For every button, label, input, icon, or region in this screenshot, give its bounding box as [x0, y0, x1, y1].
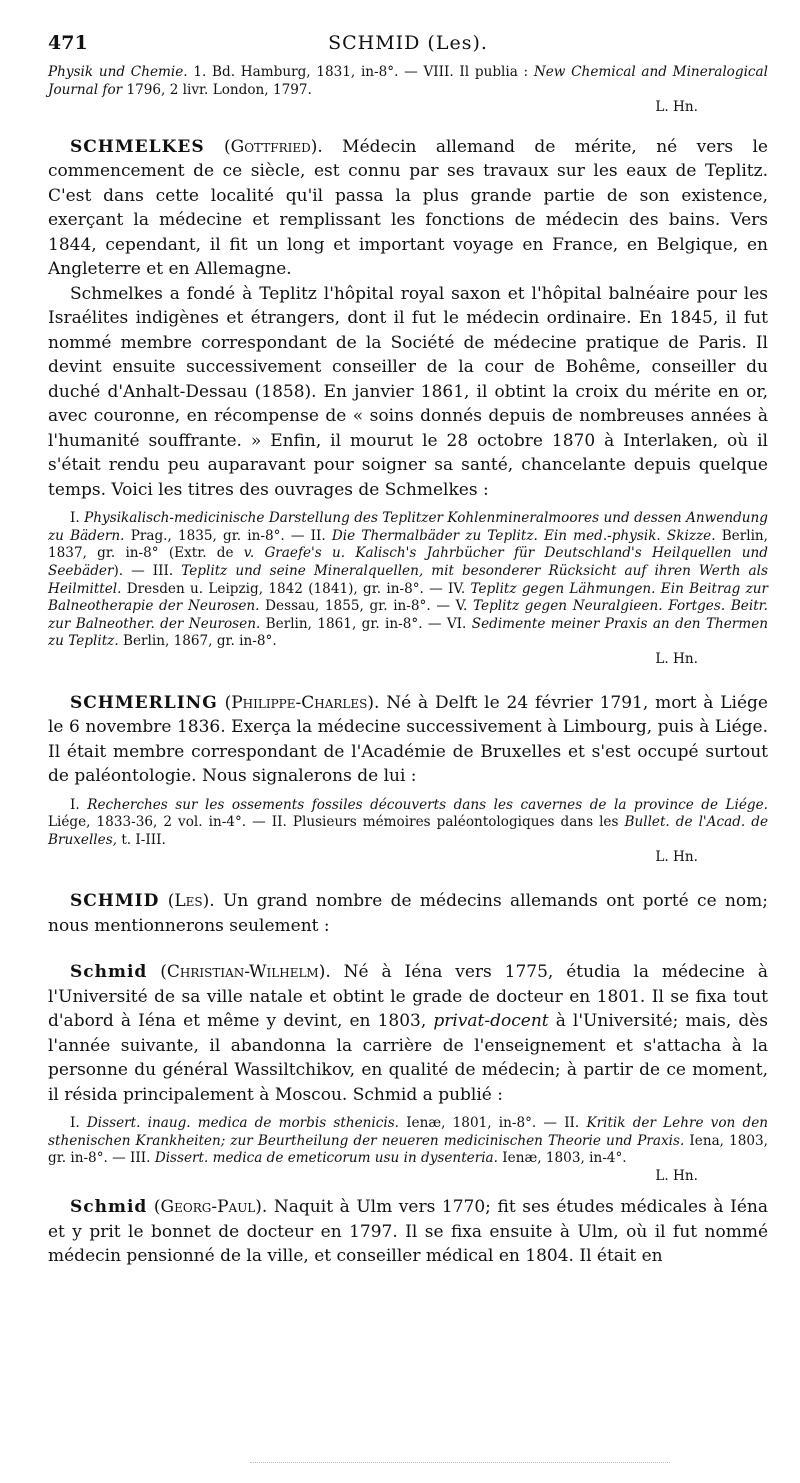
entry-text: Naquit à Ulm vers 1770; fit ses études médicales à Iéna et y prit le bonnet de docteur en 1797. Il se fixa ensuite à Ulm, où il fut nommé médecin pensionné de la ville, et conseiller médical en 1804. Il était en — [48, 1197, 768, 1267]
work-title: Bullet. de l'Acad. de Bruxelles, — [48, 814, 768, 848]
entry-given-name: (Les). — [159, 891, 215, 911]
entry-headword: SCHMID — [70, 891, 160, 911]
work-title: New Chemical and Mineralogical Journal for — [48, 64, 768, 98]
text-run: Berlin, 1867, gr. in-8°. — [118, 633, 277, 650]
text-run: Dessau, 1855, gr. in-8°. — V. — [259, 598, 474, 615]
entry-text: Né à Iéna vers 1775, étudia la médecine à l'Université de sa ville natale et obtint le grade de docteur en 1801. Il se fixa tout d'abord à Iéna et même y devint, en 1803, — [48, 962, 768, 1031]
document-page — [48, 28, 768, 1269]
author-signature: L. Hn. — [655, 99, 698, 116]
work-title: Die Thermalbäder zu Teplitz. Ein med.-physik. Skizze. — [331, 527, 716, 544]
text-run: Berlin, 1861, gr. in-8°. — VI. — [260, 615, 472, 632]
entry-text: Né à Delft le 24 février 1791, mort à Liége le 6 novembre 1836. Exerça la médecine successivement à Limbourg, puis à Liége. Il était membre correspondant de l'Académie de Bruxelles et s'est occupé surtout de paléontologie. Nous signalerons de lui : — [48, 692, 768, 787]
work-title: Physikalisch-medicinische Darstellung des Teplitzer Kohlenmineralmoores und dessen Anwendung zu Bädern. — [48, 510, 769, 544]
author-signature: L. Hn. — [655, 849, 698, 866]
text-run: Berlin, 1837, gr. in-8° (Extr. de — [48, 527, 768, 562]
text-run: Liége, 1833-36, 2 vol. in-4°. — II. Plusieurs mémoires paléontologiques dans les — [48, 814, 625, 831]
entry-paragraph: Schmelkes a fondé à Teplitz l'hôpital royal saxon et l'hôpital balnéaire pour les Israélites indigènes et étrangers, dont il fut le médecin ordinaire. En 1845, il fut nommé membre correspondant de la Société de médecine pratique de Paris. Il devint ensuite successivement conseiller de la cour de Bohême, conseiller du duché d'Anhalt-Dessau (1858). En janvier 1861, il obtint la croix du mérite en or, avec couronne, en récompense de « soins donnés depuis de nombreuses années à l'humanité souffrante. » Enfin, il mourut le 28 octobre 1870 à Interlaken, où il s'était rendu peu auparavant pour soigner sa santé, chancelante depuis quelque temps. Voici les titres des ouvrages de Schmelkes : — [48, 283, 768, 500]
text-run: 1796, 2 livr. London, 1797. — [122, 81, 312, 98]
running-head: SCHMID (Les). — [328, 32, 488, 54]
work-title: v. Graefe's u. Kalisch's Jahrbücher für Deutschland's Heilquellen und Seebäder — [48, 545, 768, 580]
page-header — [48, 28, 768, 58]
entry-text: à l'Université; mais, dès l'année suivante, il abandonna la carrière de l'enseignement et s'attacha à la personne du général Wassiltchikov, en qualité de médecin; à partir de ce moment, il résida principalement à Moscou. Schmid a publié : — [48, 1011, 768, 1105]
work-title: Teplitz gegen Neuralgieen. Fortges. Beitr. zur Balneother. der Neurosen. — [48, 598, 768, 632]
work-title: Physik und Chemie. — [48, 64, 188, 80]
entry-given-name: (Christian-Wilhelm). — [147, 962, 331, 982]
entry-schmid-christian — [48, 960, 768, 1107]
entry-schmelkes — [48, 135, 768, 282]
text-run: Ienæ, 1803, in-4°. — [497, 1150, 627, 1167]
text-run: I. — [70, 510, 85, 527]
entry-given-name: (Philippe-Charles). — [217, 692, 380, 713]
text-run: I. — [70, 1115, 87, 1131]
work-title: Recherches sur les ossements fossiles découverts dans les cavernes de la province de Liége. — [87, 796, 768, 813]
work-title: Dissert. medica de emeticorum usu in dysenteria. — [154, 1150, 498, 1167]
entry-headword: Schmid — [70, 962, 148, 982]
work-title: Teplitz und seine Mineralquellen, mit besonderer Rücksicht auf ihren Werth als Heilmittel. — [48, 563, 768, 597]
bibliography-schmid-christian — [48, 1115, 768, 1185]
work-title: Teplitz gegen Lähmungen. Ein Beitrag zur Balneotherapie der Neurosen. — [48, 580, 768, 615]
page-number: 471 — [48, 32, 88, 54]
text-run: ). — III. — [113, 563, 182, 580]
entry-schmerling — [48, 691, 768, 789]
entry-text: Médecin allemand de mérite, né vers le commencement de ce siècle, est connu par ses travaux sur les eaux de Teplitz. C'est dans cette localité qu'il passa la plus grande partie de son existence, exerçant la médecine et remplissant les fonctions de médecin des bains. Vers 1844, cependant, il fit un long et important voyage en France, en Belgique, en Angleterre et en Allemagne. — [48, 136, 768, 280]
entry-given-name: (Gottfried). — [204, 136, 323, 157]
entry-headword: SCHMELKES — [70, 136, 205, 157]
text-run: t. I-III. — [117, 831, 166, 848]
entry-given-name: (Georg-Paul). — [147, 1197, 268, 1218]
work-title: Sedimente meiner Praxis an den Thermen zu Teplitz. — [48, 615, 768, 650]
text-run: Prag., 1835, gr. in-8°. — II. — [124, 527, 332, 544]
text-run: Iena, 1803, gr. in-8°. — III. — [48, 1132, 768, 1167]
bibliography-schmelkes — [48, 510, 768, 668]
entry-text: Un grand nombre de médecins allemands ont porté ce nom; nous mentionnerons seulement : — [48, 891, 768, 936]
footer-rule — [250, 1462, 670, 1463]
entry-schmid-georg — [48, 1195, 768, 1269]
work-title: Dissert. inaug. medica de morbis sthenicis. — [86, 1115, 399, 1131]
entry-schmid-les — [48, 889, 768, 938]
entry-headword: Schmid — [70, 1197, 148, 1218]
text-run: Ienæ, 1801, in-8°. — II. — [399, 1115, 587, 1131]
author-signature: L. Hn. — [655, 1167, 698, 1184]
entry-emphasis: privat-docent — [433, 1011, 549, 1031]
text-run: 1. Bd. Hamburg, 1831, in-8°. — VIII. Il publia : — [187, 64, 534, 80]
entry-headword: SCHMERLING — [70, 692, 218, 713]
work-title: Kritik der Lehre von den sthenischen Krankheiten; zur Beurtheilung der neueren medicinischen Theorie und Praxis. — [48, 1115, 768, 1149]
bibliography-schmerling — [48, 797, 768, 867]
author-signature: L. Hn. — [655, 651, 698, 668]
text-run: Dresden u. Leipzig, 1842 (1841), gr. in-8°. — IV. — [121, 580, 471, 597]
text-run: I. — [70, 796, 88, 813]
continuation-paragraph — [48, 64, 768, 117]
